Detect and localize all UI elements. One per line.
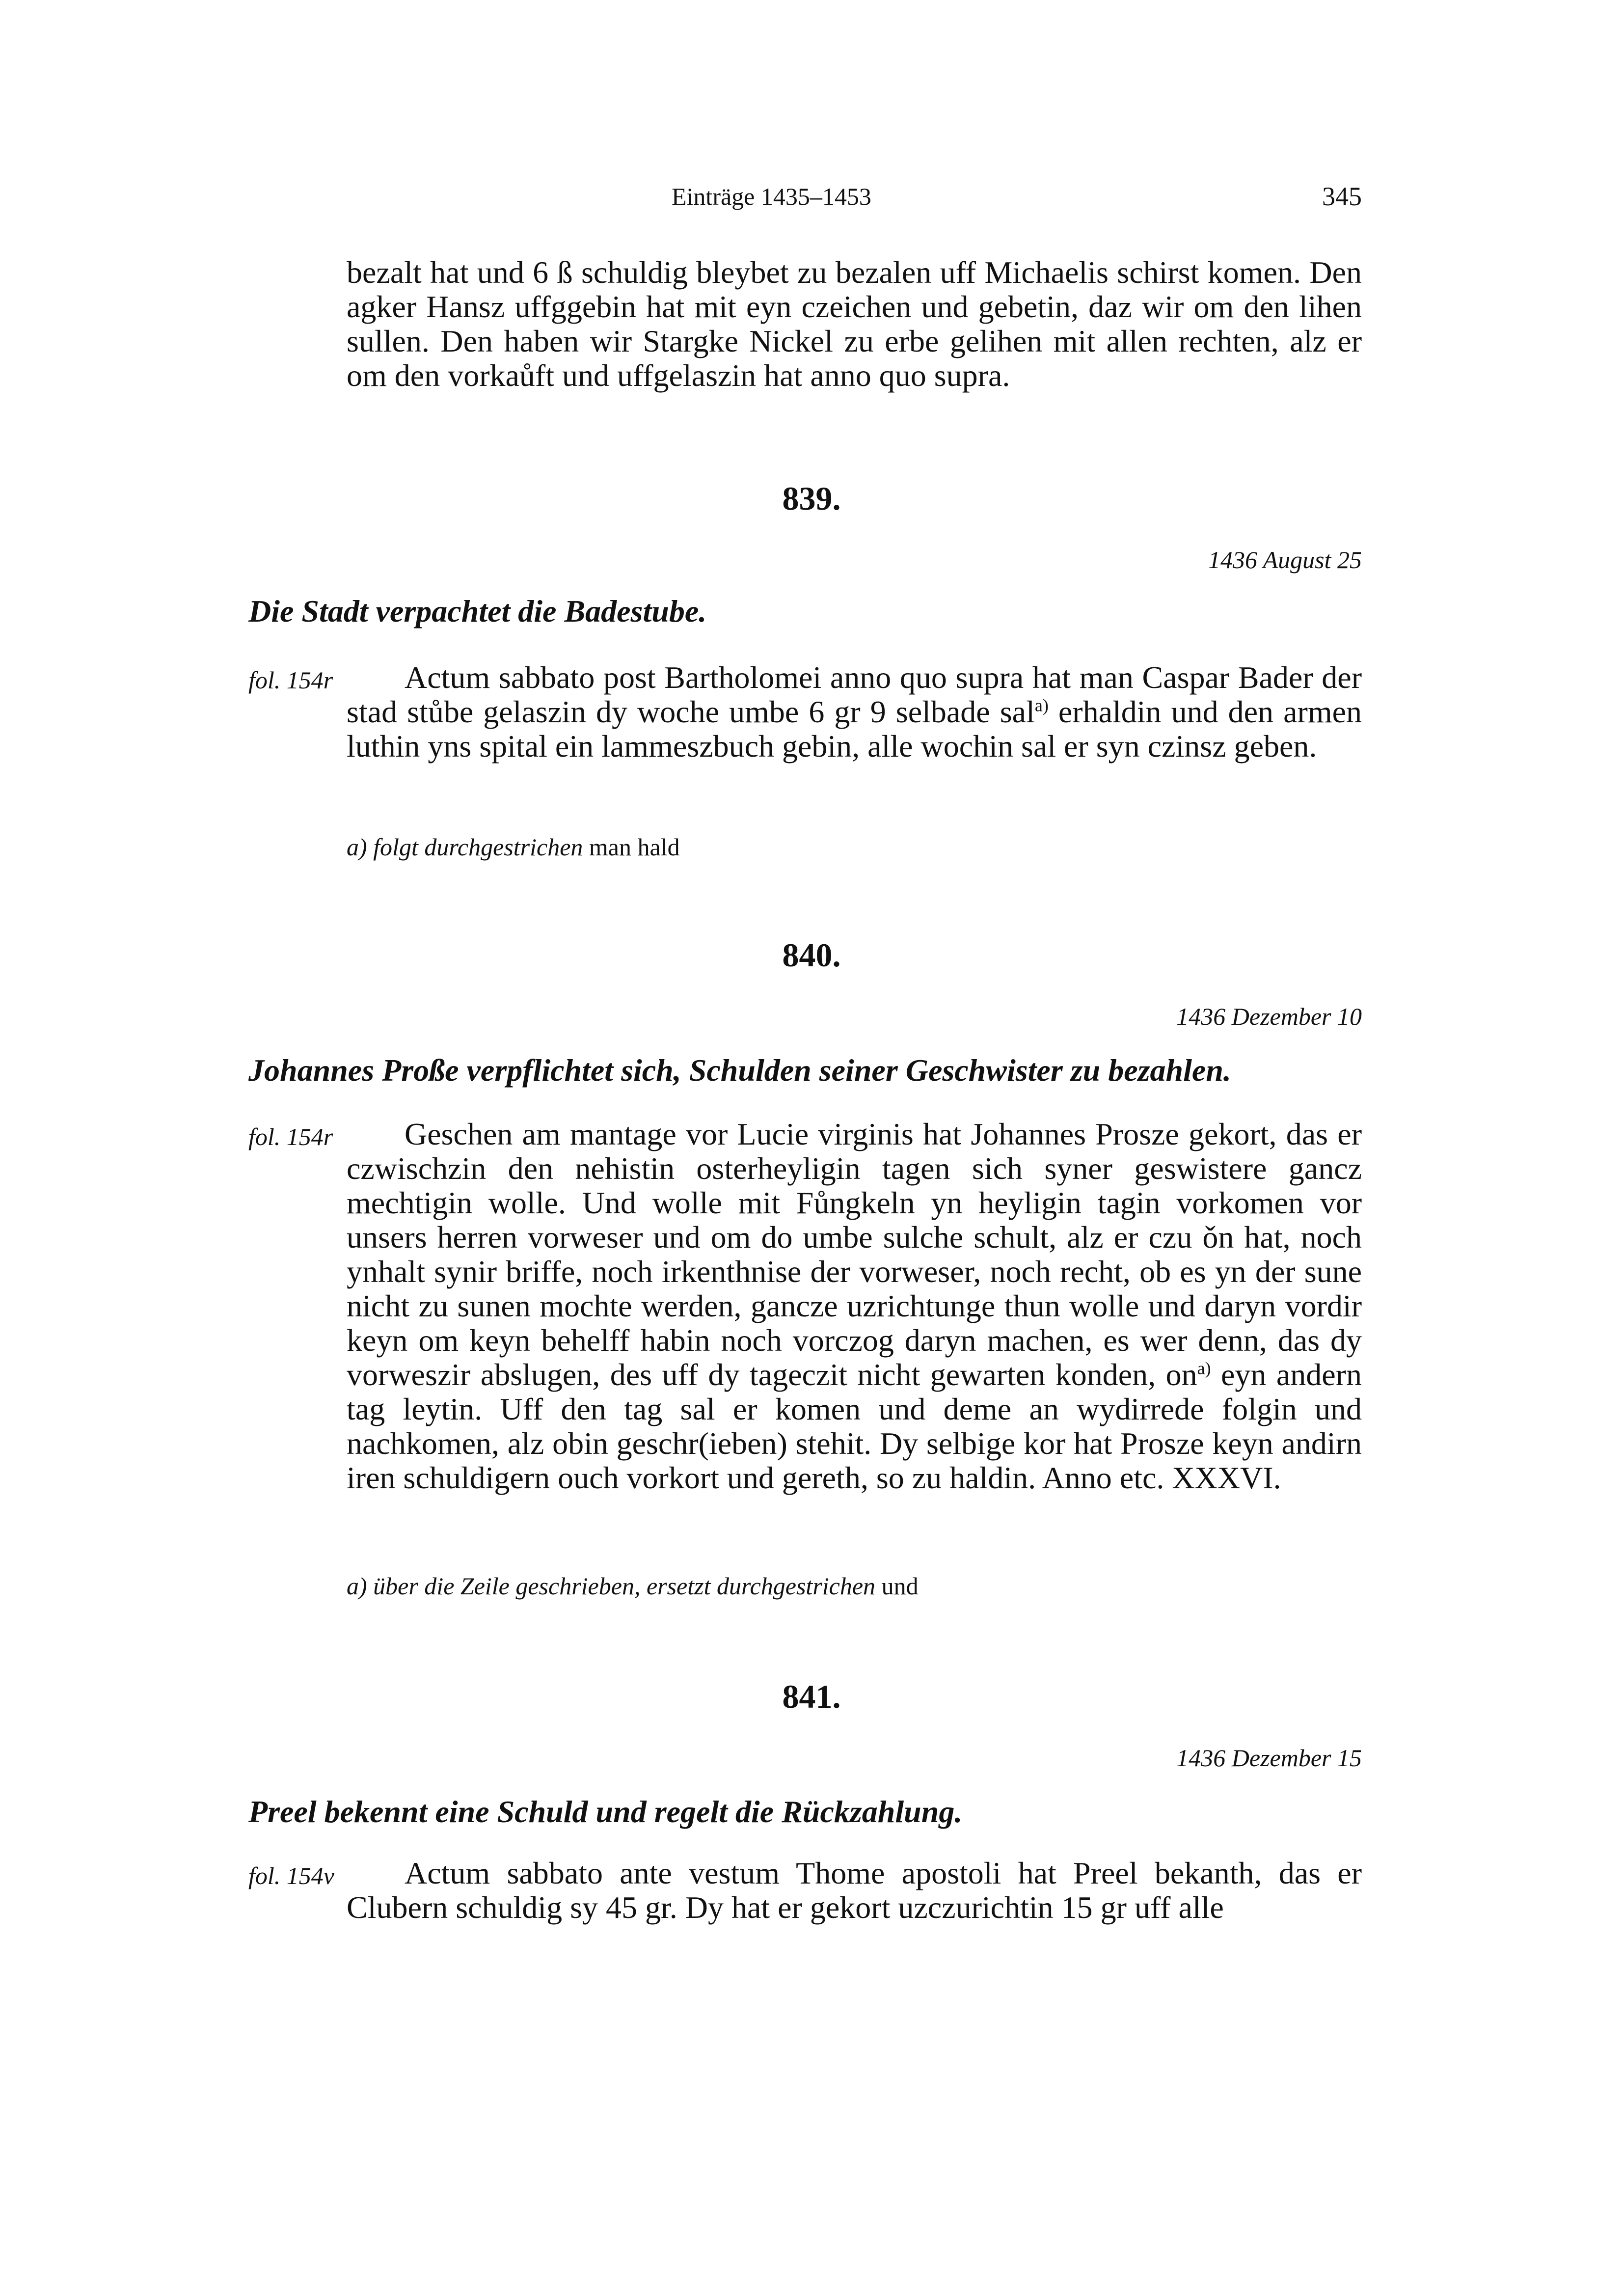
entry-839-folio: fol. 154r: [248, 666, 333, 694]
footnote-note: folgt durchgestrichen: [373, 833, 583, 861]
entry-840-text-part-2: eyn andern tag leytin. Uff den tag sal er komen und deme an wydirrede folgin und nachkomen, alz obin geschr(ieben) stehit. Dy selbige kor hat Prosze keyn andirn iren schuldigern ouch vorkort und gereth, so zu haldin. Anno etc. XXXVI.: [347, 1357, 1362, 1495]
entry-841-date: 1436 Dezember 15: [1176, 1744, 1362, 1772]
footnote-label: a): [347, 1572, 367, 1600]
footnote-marker-a: a): [1197, 1358, 1211, 1378]
footnote-text: man hald: [589, 833, 680, 861]
page-header: [0, 177, 1623, 216]
entry-839-text-part-2: erhaldin und den armen luthin yns spital ein lammeszbuch gebin, alle wochin sal er syn czinsz geben.: [347, 694, 1362, 764]
entry-839-text: [347, 660, 1362, 764]
entry-841-text: Actum sabbato ante vestum Thome apostoli hat Preel bekanth, das er Clubern schuldig sy 45 gr. Dy hat er gekort uzczurichtin 15 gr uff alle: [347, 1856, 1362, 1925]
entry-840-text: [347, 1117, 1362, 1495]
page-number: 345: [1322, 182, 1362, 211]
footnote-marker-a: a): [1034, 695, 1049, 715]
entry-841-title: Preel bekennt eine Schuld und regelt die Rückzahlung.: [248, 1794, 963, 1829]
entry-841-number: 841.: [782, 1678, 841, 1715]
footnote-label: a): [347, 833, 367, 861]
footnote-note: über die Zeile geschrieben, ersetzt durchgestrichen: [373, 1572, 876, 1600]
entry-839-text-part-1: Actum sabbato post Bartholomei anno quo supra hat man Caspar Bader der stad stůbe gelaszin dy woche umbe 6 gr 9 selbade sal: [347, 660, 1362, 729]
entry-839-number: 839.: [782, 480, 841, 517]
entry-841-folio: fol. 154v: [248, 1862, 334, 1889]
entry-840-folio: fol. 154r: [248, 1123, 333, 1150]
running-title: Einträge 1435–1453: [672, 183, 871, 210]
footnote-text: und: [881, 1572, 919, 1600]
entry-839-footnote: [347, 830, 680, 864]
entry-840-text-part-1: Geschen am mantage vor Lucie virginis hat Johannes Prosze gekort, das er czwischzin den nehistin osterheyligin tagen sich syner geswistere gancz mechtigin wolle. Und wolle mit Fůngkeln yn heyligin tagin vorkomen vor unsers herren vorweser und om do umbe sulche schult, alz er czu ǒn hat, noch ynhalt synir briffe, noch irkenthnise der vorweser, noch recht, ob es yn der sune nicht zu sunen mochte werden, gancze uzrichtunge thun wolle und daryn vordir keyn om keyn behelff habin noch vorczog daryn machen, es wer denn, das dy vorweszir abslugen, des uff dy tageczit nicht gewarten konden, on: [347, 1117, 1362, 1392]
entry-840-date: 1436 Dezember 10: [1176, 1003, 1362, 1030]
entry-839-title: Die Stadt verpachtet die Badestube.: [248, 594, 707, 629]
entry-840-footnote: [347, 1569, 919, 1603]
entry-840-title: Johannes Proße verpflichtet sich, Schulden seiner Geschwister zu bezahlen.: [248, 1053, 1231, 1088]
entry-839-date: 1436 August 25: [1208, 546, 1362, 574]
entry-840-number: 840.: [782, 936, 841, 974]
carryover-paragraph: bezalt hat und 6 ß schuldig bleybet zu bezalen uff Michaelis schirst komen. Den agker Hansz uffggebin hat mit eyn czeichen und gebetin, daz wir om den lihen sullen. Den haben wir Stargke Nickel zu erbe gelihen mit allen rechten, alz er om den vorkaůft und uffgelaszin hat anno quo supra.: [347, 255, 1362, 393]
